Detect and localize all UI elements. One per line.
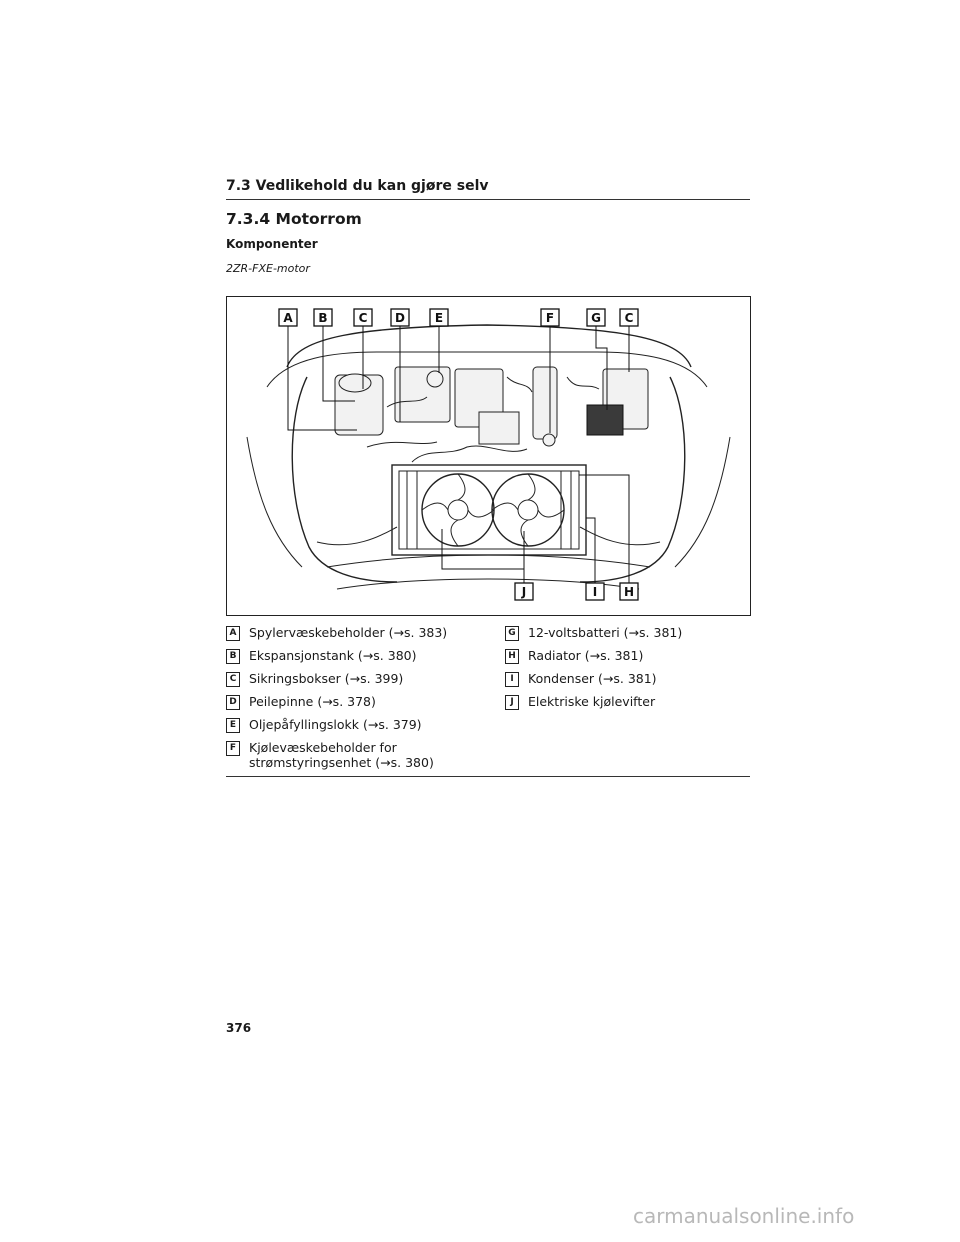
watermark: carmanualsonline.info <box>633 1204 855 1228</box>
pcu-coolant-tank-shape <box>533 367 557 439</box>
callout-c-right <box>620 309 638 326</box>
legend-key: G <box>505 626 519 641</box>
legend-item-h <box>505 648 750 664</box>
battery-shape <box>587 405 623 435</box>
legend-key: F <box>226 741 240 756</box>
legend-key: D <box>226 695 240 710</box>
legend-text: Kjølevæskebeholder for strømstyringsenhet (→s. 380) <box>249 740 434 770</box>
inverter-shape <box>479 412 519 444</box>
engine-type-caption: 2ZR-FXE-motor <box>226 262 310 275</box>
legend-item-g <box>505 625 750 641</box>
legend-text: Ekspansjonstank (→s. 380) <box>249 648 417 663</box>
right-fan-hub <box>518 500 538 520</box>
callout-b <box>314 309 332 326</box>
legend-item-b <box>226 648 488 664</box>
oil-cap-shape <box>427 371 443 387</box>
legend-item-c <box>226 671 488 687</box>
legend-left-column <box>226 625 488 777</box>
legend-key: J <box>505 695 519 710</box>
reservoir-cap-shape <box>543 434 555 446</box>
legend-text: Kondenser (→s. 381) <box>528 671 657 686</box>
svg-text:G: G <box>591 311 601 325</box>
hood-edge <box>287 325 691 367</box>
expansion-tank-shape <box>339 374 371 392</box>
leader-i <box>586 518 595 583</box>
svg-text:I: I <box>592 585 598 599</box>
legend-item-e <box>226 717 488 733</box>
callout-h <box>620 583 638 600</box>
legend-text: Oljepåfyllingslokk (→s. 379) <box>249 717 422 732</box>
left-fan-hub <box>448 500 468 520</box>
svg-text:C: C <box>358 311 368 325</box>
right-fan-shape <box>492 474 564 546</box>
left-fan-shape <box>422 474 494 546</box>
svg-text:H: H <box>623 585 635 599</box>
legend-text: 12-voltsbatteri (→s. 381) <box>528 625 683 640</box>
engine-illustration <box>227 297 750 615</box>
legend-key: B <box>226 649 240 664</box>
legend-key: E <box>226 718 240 733</box>
legend-text: Sikringsbokser (→s. 399) <box>249 671 404 686</box>
svg-text:C: C <box>624 311 634 325</box>
subheading: Komponenter <box>226 237 318 251</box>
page-title: 7.3.4 Motorrom <box>226 210 362 228</box>
callout-d <box>391 309 409 326</box>
page-number: 376 <box>226 1021 252 1035</box>
svg-text:B: B <box>318 311 328 325</box>
legend-item-j <box>505 694 750 710</box>
left-headlamp <box>317 527 397 545</box>
callout-a <box>279 309 297 326</box>
svg-text:A: A <box>283 311 293 325</box>
legend-item-f <box>226 740 488 770</box>
right-headlamp <box>580 527 660 545</box>
svg-text:J: J <box>521 585 527 599</box>
bottom-rule <box>226 776 750 777</box>
legend-key: I <box>505 672 519 687</box>
callout-e <box>430 309 448 326</box>
svg-text:D: D <box>395 311 405 325</box>
engine-compartment-figure <box>226 296 751 616</box>
leader-j <box>442 529 524 583</box>
callout-g <box>587 309 605 326</box>
section-header: 7.3 Vedlikehold du kan gjøre selv <box>226 178 750 200</box>
callout-c-left <box>354 309 372 326</box>
callout-j <box>515 583 533 600</box>
legend-text: Elektriske kjølevifter <box>528 694 656 709</box>
condenser-shape <box>392 465 586 555</box>
legend-key: H <box>505 649 519 664</box>
callout-i <box>586 583 604 600</box>
upper-hose <box>412 446 527 462</box>
front-bumper <box>327 555 650 567</box>
legend-item-i <box>505 671 750 687</box>
radiator-fins <box>407 471 571 549</box>
legend-item-d <box>226 694 488 710</box>
right-body <box>675 437 730 567</box>
legend-text: Radiator (→s. 381) <box>528 648 644 663</box>
legend-text: Peilepinne (→s. 378) <box>249 694 376 709</box>
legend-key: A <box>226 626 240 641</box>
legend-right-column <box>505 625 750 717</box>
legend-item-a <box>226 625 488 641</box>
legend-text: Spylervæskebeholder (→s. 383) <box>249 625 448 640</box>
left-body <box>247 437 302 567</box>
svg-text:E: E <box>434 311 444 325</box>
svg-text:F: F <box>545 311 555 325</box>
legend-key: C <box>226 672 240 687</box>
callout-f <box>541 309 559 326</box>
